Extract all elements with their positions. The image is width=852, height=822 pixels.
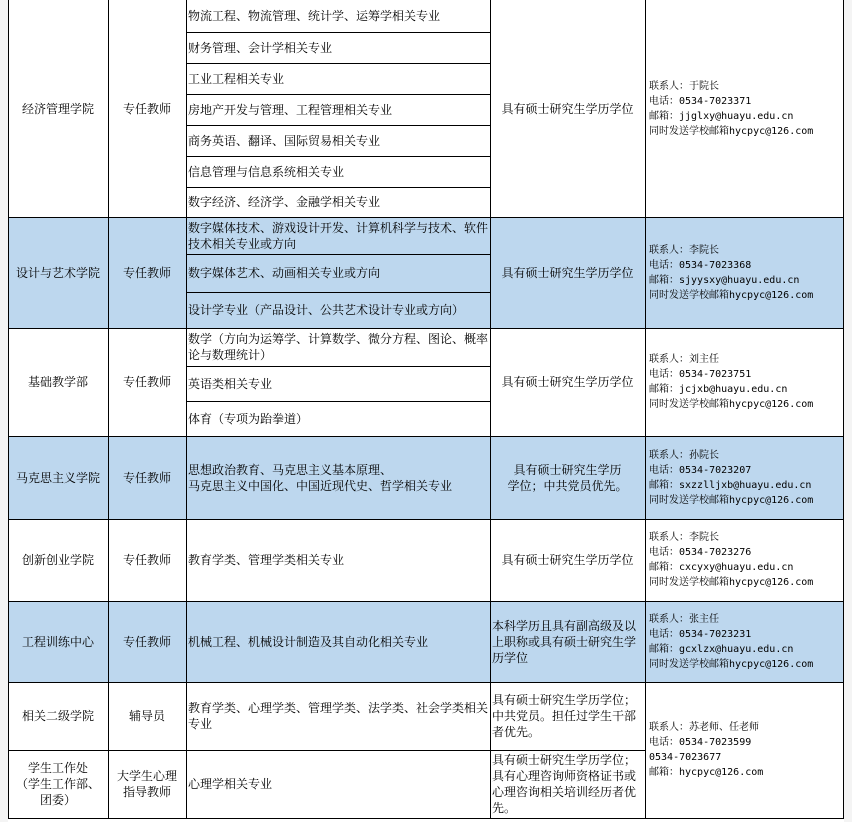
major-cell xyxy=(186,125,490,156)
requirement-cell xyxy=(490,0,645,217)
major-cell xyxy=(186,187,490,217)
major-cell xyxy=(186,436,490,519)
position-cell xyxy=(108,682,186,750)
contact-cell xyxy=(645,601,843,682)
grid-line xyxy=(8,217,843,218)
major-cell xyxy=(186,63,490,94)
grid-line xyxy=(186,125,491,126)
major-cell xyxy=(186,366,490,401)
requirement-cell xyxy=(490,682,645,750)
grid-line xyxy=(186,156,491,157)
requirement-text: 具有硕士研究生学历学位 xyxy=(501,101,634,116)
major-text: 思想政治教育、马克思主义基本原理、 马克思主义中国化、中国近现代史、哲学相关专业 xyxy=(188,462,453,493)
department-name: 创新创业学院 xyxy=(21,553,94,567)
department-name: 工程训练中心 xyxy=(21,634,94,649)
major-cell xyxy=(186,750,490,818)
department-name: 经济管理学院 xyxy=(21,101,94,116)
grid-line xyxy=(186,254,491,255)
grid-line xyxy=(490,0,491,819)
requirement-cell xyxy=(490,750,645,818)
dept-cell xyxy=(8,750,108,818)
contact-text: 联系人：于院长 电话：0534-7023371 邮箱：jjglxy@huayu.edu.cn 同时发送学校邮箱hycpyc@126.com xyxy=(649,80,814,137)
grid-line xyxy=(186,292,491,293)
shared-contact-text: 联系人：苏老师、任老师 电话：0534-7023599 0534-7023677 邮箱：hycpyc@126.com xyxy=(649,722,764,778)
grid-line xyxy=(108,0,109,819)
position-name: 大学生心理 指导教师 xyxy=(116,769,177,799)
major-text: 数学（方向为运筹学、计算数学、微分方程、图论、概率论与数理统计） xyxy=(188,332,489,362)
dept-cell xyxy=(8,436,108,519)
contact-text: 联系人：李院长 电话：0534-7023368 邮箱：sjyysxy@huayu.edu.cn 同时发送学校邮箱hycpyc@126.com xyxy=(649,244,814,301)
contact-text: 联系人：张主任 电话：0534-7023231 邮箱：gcxlzx@huayu.edu.cn 同时发送学校邮箱hycpyc@126.com xyxy=(649,613,814,670)
dept-cell xyxy=(8,682,108,750)
major-text: 心理学相关专业 xyxy=(188,777,273,791)
requirement-cell xyxy=(490,519,645,601)
contact-text: 联系人：孙院长 电话：0534-7023207 邮箱：sxzzlljxb@huayu.edu.cn 同时发送学校邮箱hycpyc@126.com xyxy=(649,449,814,506)
major-cell xyxy=(186,32,490,63)
position-name: 专任教师 xyxy=(122,265,171,280)
requirement-text: 具有硕士研究生学历学位 xyxy=(501,265,634,280)
major-cell xyxy=(186,94,490,125)
grid-line xyxy=(8,328,843,329)
contact-cell xyxy=(645,217,843,328)
position-name: 专任教师 xyxy=(122,375,171,389)
major-cell xyxy=(186,601,490,682)
requirement-text: 具有硕士研究生学历学位；具有心理咨询师资格证书或心理咨询相关培训经历者优先。 xyxy=(492,753,637,815)
grid-line xyxy=(186,94,491,95)
sheet-gutter-right xyxy=(844,0,852,822)
major-text: 信息管理与信息系统相关专业 xyxy=(188,164,345,179)
major-text: 财务管理、会计学相关专业 xyxy=(188,40,333,55)
contact-cell xyxy=(645,0,843,217)
grid-line xyxy=(8,818,843,819)
dept-cell xyxy=(8,0,108,217)
requirement-cell xyxy=(490,601,645,682)
department-name: 相关二级学院 xyxy=(21,709,94,723)
position-name: 专任教师 xyxy=(122,101,171,116)
major-cell xyxy=(186,254,490,292)
major-text: 数字经济、经济学、金融学相关专业 xyxy=(188,195,381,209)
grid-line xyxy=(843,0,844,819)
grid-line xyxy=(8,0,9,819)
position-name: 专任教师 xyxy=(122,634,171,649)
position-cell xyxy=(108,601,186,682)
grid-line xyxy=(186,0,187,819)
position-cell xyxy=(108,436,186,519)
major-text: 数字媒体技术、游戏设计开发、计算机科学与技术、软件技术相关专业或方向 xyxy=(188,220,489,251)
requirement-cell xyxy=(490,328,645,436)
grid-line xyxy=(186,187,491,188)
sheet-gutter xyxy=(0,0,8,822)
grid-line xyxy=(645,0,646,819)
grid-line xyxy=(186,401,491,402)
major-cell xyxy=(186,0,490,32)
contact-cell xyxy=(645,328,843,436)
grid-line xyxy=(8,682,843,683)
major-cell xyxy=(186,292,490,328)
requirement-text: 具有硕士研究生学历学位；中共党员。担任过学生干部者优先。 xyxy=(492,693,637,739)
major-cell xyxy=(186,401,490,436)
position-cell xyxy=(108,328,186,436)
grid-line xyxy=(186,32,491,33)
major-text: 教育学类、管理学类相关专业 xyxy=(188,553,345,567)
position-name: 专任教师 xyxy=(122,470,171,485)
major-text: 工业工程相关专业 xyxy=(188,71,285,86)
department-name: 基础教学部 xyxy=(27,375,88,389)
contact-text: 联系人：李院长 电话：0534-7023276 邮箱：cxcyxy@huayu.edu.cn 同时发送学校邮箱hycpyc@126.com xyxy=(649,532,814,588)
major-cell xyxy=(186,519,490,601)
grid-line xyxy=(8,436,843,437)
requirement-text: 具有硕士研究生学历 学位；中共党员优先。 xyxy=(507,462,628,493)
major-cell xyxy=(186,217,490,254)
position-name: 专任教师 xyxy=(122,553,171,567)
major-cell xyxy=(186,156,490,187)
position-cell xyxy=(108,519,186,601)
position-cell xyxy=(108,217,186,328)
contact-cell xyxy=(645,436,843,519)
major-text: 设计学专业（产品设计、公共艺术设计专业或方向） xyxy=(188,303,465,317)
grid-line xyxy=(8,519,843,520)
major-cell xyxy=(186,328,490,366)
major-text: 体育（专项为跆拳道） xyxy=(188,411,309,426)
grid-line xyxy=(186,366,491,367)
requirement-text: 具有硕士研究生学历学位 xyxy=(501,375,634,389)
major-text: 房地产开发与管理、工程管理相关专业 xyxy=(188,102,393,117)
requirement-cell xyxy=(490,217,645,328)
requirement-cell xyxy=(490,436,645,519)
position-name: 辅导员 xyxy=(128,709,165,723)
department-name: 马克思主义学院 xyxy=(15,470,100,485)
major-text: 物流工程、物流管理、统计学、运筹学相关专业 xyxy=(188,9,441,23)
major-text: 商务英语、翻译、国际贸易相关专业 xyxy=(188,133,381,148)
contact-text: 联系人：刘主任 电话：0534-7023751 邮箱：jcjxb@huayu.edu.cn 同时发送学校邮箱hycpyc@126.com xyxy=(649,354,814,410)
department-name: 设计与艺术学院 xyxy=(15,265,100,280)
requirement-text: 具有硕士研究生学历学位 xyxy=(501,553,634,567)
shared-contact-cell xyxy=(645,682,843,818)
contact-cell xyxy=(645,519,843,601)
grid-line xyxy=(186,63,491,64)
requirement-text: 本科学历且具有副高级及以上职称或具有硕士研究生学历学位 xyxy=(492,618,637,665)
major-text: 教育学类、心理学类、管理学类、法学类、社会学类相关专业 xyxy=(188,701,489,731)
grid-line xyxy=(8,601,843,602)
major-text: 英语类相关专业 xyxy=(188,376,273,391)
major-cell xyxy=(186,682,490,750)
department-name: 学生工作处 （学生工作部、 团委） xyxy=(15,761,100,807)
dept-cell xyxy=(8,601,108,682)
dept-cell xyxy=(8,519,108,601)
major-text: 机械工程、机械设计制造及其自动化相关专业 xyxy=(188,634,429,649)
dept-cell xyxy=(8,328,108,436)
position-cell xyxy=(108,0,186,217)
position-cell xyxy=(108,750,186,818)
grid-line xyxy=(8,750,645,751)
dept-cell xyxy=(8,217,108,328)
major-text: 数字媒体艺术、动画相关专业或方向 xyxy=(188,266,381,280)
